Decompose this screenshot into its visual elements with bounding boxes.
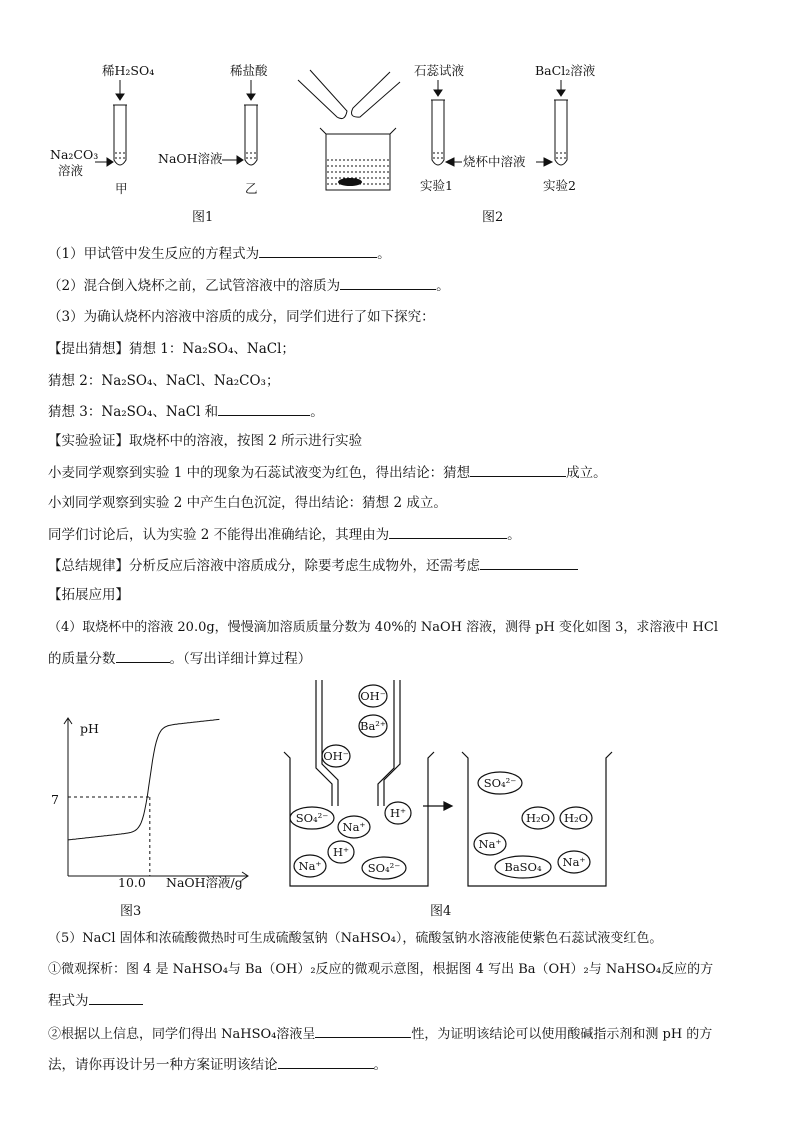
question-4b: 的质量分数 。（写出详细计算过程） <box>48 651 312 667</box>
chart-xtick-10: 10.0 <box>118 875 146 890</box>
verify-line: 【实验验证】取烧杯中的溶液，按图 2 所示进行实验 <box>48 433 363 449</box>
answer-blank[interactable] <box>389 525 507 539</box>
question-5b-line1: ②根据以上信息，同学们得出 NaHSO₄溶液呈 性，为证明该结论可以使用酸碱指示剂和测 pH 的方 <box>48 1024 712 1044</box>
answer-blank[interactable] <box>315 1024 411 1038</box>
summary-line: 【总结规律】分析反应后溶液中溶质成分，除要考虑生成物外，还需考虑 <box>48 556 578 575</box>
fig4-caption: 图4 <box>430 904 452 919</box>
answer-blank[interactable] <box>278 1055 374 1069</box>
question-2: （2）混合倒入烧杯之前，乙试管溶液中的溶质为 。 <box>48 278 450 294</box>
guess-1: 【提出猜想】猜想 1：Na₂SO₄、NaCl； <box>48 341 295 357</box>
yi-reagent-label: 稀盐酸 <box>230 63 268 78</box>
ion-na: Na⁺ <box>562 855 586 869</box>
jia-side-label: Na₂CO₃ <box>50 147 99 162</box>
answer-blank[interactable] <box>89 991 143 1005</box>
question-5a-line2: 程式为 <box>48 991 143 1010</box>
extension-title: 【拓展应用】 <box>48 587 129 603</box>
discussion-line: 同学们讨论后，认为实验 2 不能得出准确结论，其理由为 。 <box>48 527 521 543</box>
exp2-name: 实验2 <box>543 178 576 193</box>
answer-blank[interactable] <box>116 649 170 663</box>
jia-tube-name: 甲 <box>115 181 128 196</box>
chart-ytick-7: 7 <box>51 792 59 807</box>
xiaomai-line: 小麦同学观察到实验 1 中的现象为石蕊试液变为红色，得出结论：猜想 成立。 <box>48 465 607 481</box>
ph-curve <box>68 719 219 840</box>
ion-ba: Ba²⁺ <box>360 719 386 733</box>
answer-blank[interactable] <box>470 463 566 477</box>
fig2-caption: 图2 <box>482 210 504 225</box>
ion-oh: OH⁻ <box>323 749 349 763</box>
jia-side-label-2: 溶液 <box>58 163 84 178</box>
answer-blank[interactable] <box>480 556 578 570</box>
exp1-name: 实验1 <box>420 178 453 193</box>
exp1-reagent-label: 石蕊试液 <box>414 63 465 78</box>
ph-chart <box>40 700 260 900</box>
answer-blank[interactable] <box>340 276 436 290</box>
ion-h: H⁺ <box>332 845 350 859</box>
guess-3: 猜想 3：Na₂SO₄、NaCl 和 。 <box>48 404 324 420</box>
ion-oh: OH⁻ <box>360 689 386 703</box>
beaker-solution-label: 烧杯中溶液 <box>463 154 526 169</box>
answer-blank[interactable] <box>259 244 377 258</box>
guess-2: 猜想 2：Na₂SO₄、NaCl、Na₂CO₃； <box>48 373 280 389</box>
ion-so4: SO₄²⁻ <box>483 776 517 790</box>
fig1-caption: 图1 <box>192 210 214 225</box>
question-1: （1）甲试管中发生反应的方程式为 。 <box>48 246 391 262</box>
question-5b-line2: 法，请你再设计另一种方案证明该结论 。 <box>48 1057 387 1073</box>
jia-reagent-label: 稀H₂SO₄ <box>102 63 155 78</box>
question-4a: （4）取烧杯中的溶液 20.0g，慢慢滴加溶质质量分数为 40%的 NaOH 溶液，测得 pH 变化如图 3，求溶液中 HCl <box>48 620 718 635</box>
fig3-caption: 图3 <box>120 904 142 919</box>
yi-tube-name: 乙 <box>245 181 258 196</box>
chart-ylabel: pH <box>80 721 99 736</box>
answer-blank[interactable] <box>218 402 310 416</box>
question-5a-line1: ①微观探析：图 4 是 NaHSO₄与 Ba（OH）₂反应的微观示意图，根据图 4 写出 Ba（OH）₂与 NaHSO₄反应的方 <box>48 962 714 977</box>
ion-na: Na⁺ <box>298 859 322 873</box>
molecule-h2o: H₂O <box>563 811 589 825</box>
ion-h: H⁺ <box>389 806 407 820</box>
exp2-reagent-label: BaCl₂溶液 <box>535 63 596 78</box>
ion-na: Na⁺ <box>478 837 502 851</box>
molecule-h2o: H₂O <box>525 811 551 825</box>
chart-xlabel: NaOH溶液/g <box>166 875 243 890</box>
question-3: （3）为确认烧杯内溶液中溶质的成分，同学们进行了如下探究： <box>48 309 435 325</box>
yi-side-label: NaOH溶液 <box>158 151 223 166</box>
precipitate-baso4: BaSO₄ <box>504 860 542 874</box>
ion-so4: SO₄²⁻ <box>295 811 329 825</box>
ion-so4: SO₄²⁻ <box>367 861 401 875</box>
ion-na: Na⁺ <box>342 820 366 834</box>
xiaoliu-line: 小刘同学观察到实验 2 中产生白色沉淀，得出结论：猜想 2 成立。 <box>48 495 447 511</box>
question-5: （5）NaCl 固体和浓硫酸微热时可生成硫酸氢钠（NaHSO₄），硫酸氢钠水溶液能使紫色石蕊试液变红色。 <box>48 931 663 946</box>
